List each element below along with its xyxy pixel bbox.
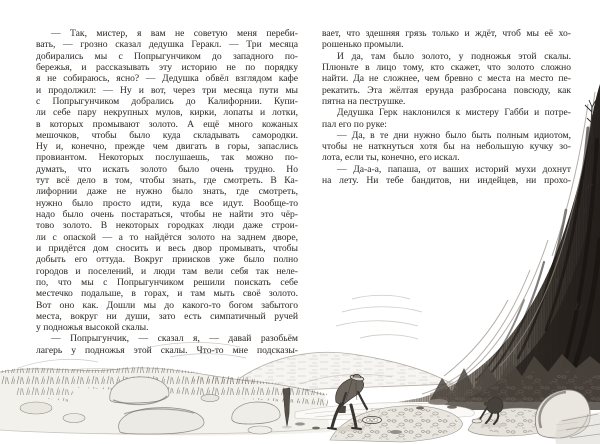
- text-line: и придётся дом сносить и весь двор промывать, чтобы: [36, 242, 298, 254]
- text-line: с Попрыгунчиком добрались до Калифорнии. Купи-: [36, 95, 298, 107]
- text-line: пятна на пеструшке.: [322, 95, 406, 107]
- text-line: найти. Да не сложнее, чем бревно с места на место пе-: [322, 73, 571, 85]
- text-line: я не собираюсь, ясно? — Дедушка обвёл взглядом кафе: [36, 73, 298, 85]
- text-line: пал его по руке:: [322, 118, 387, 130]
- text-line: и продолжил: — Ну и вот, через три месяца пути мы: [36, 84, 298, 96]
- text-line: Вот оно как. Дошли мы до какого-то богом забытого: [36, 299, 298, 311]
- text-line: лагерь у подножья этой скалы. Что-то мне подсказы-: [36, 344, 298, 356]
- text-line: И да, там было золото, у подножья этой скалы.: [337, 50, 571, 62]
- right-page-text: [322, 28, 571, 186]
- text-line: надо было очень постараться, чтобы не найти это чёр-: [36, 209, 298, 220]
- text-line: добирались мы с Попрыгунчиком до западного по-: [36, 50, 298, 62]
- text-line: чтобы не наткнуться хотя бы на небольшую кучку зо-: [322, 141, 571, 153]
- text-line: местечко подальше, в горах, и там мыть своё золото.: [36, 288, 298, 300]
- text-line: городов и поселений, и люди там вели себя так неле-: [36, 265, 298, 277]
- text-line: тут всё дело в том, чтобы знать, где смотреть. В Ка-: [36, 175, 298, 187]
- text-line: нужно было просто идти, куда все идут. Вообще-то: [36, 197, 298, 209]
- text-line: добыть его оттуда. Вокруг приисков уже было полно: [36, 254, 298, 266]
- text-line: ли с опаской — а то найдётся золото на заднем дворе,: [36, 231, 298, 243]
- text-line: — Да, в те дни нужно было быть полным идиотом,: [337, 129, 571, 141]
- text-line: провиантом. Некоторых послушаешь, так можно по-: [36, 152, 298, 164]
- text-line: Дедушка Герк наклонился к мистеру Габби и потре-: [337, 107, 571, 119]
- left-page-text: [36, 28, 298, 356]
- text-line: по, что мы с Попрыгунчиком решили поискать себе: [36, 276, 298, 288]
- text-line: вает, что здешняя грязь только и ждёт, чтоб мы её хо-: [322, 28, 571, 39]
- text-line: думать, что искать золото было очень трудно. Но: [36, 163, 298, 175]
- text-line: у подножья высокой скалы.: [36, 322, 149, 334]
- text-line: — Так, мистер, я вам не советую меня переби-: [51, 28, 298, 39]
- text-line: вать, — грозно сказал дедушка Геракл. — Три месяца: [36, 39, 298, 51]
- text-line: — Попрыгунчик, — сказал я, — давай разобьём: [51, 333, 298, 345]
- text-line: рекатить. Эта жёлтая ерунда разбросана повсюду, как: [322, 84, 571, 96]
- text-line: Плюньте в лицо тому, кто скажет, что золото сложно: [322, 61, 571, 73]
- text-line: на лету. Ни тебе бандитов, ни индейцев, ни прохо-: [322, 175, 571, 187]
- text-line: — Да-а-а, папаша, от ваших историй мухи дохнут: [337, 163, 571, 175]
- text-line: тово золото. В некоторых городках люди даже строи-: [36, 220, 298, 232]
- text-line: ли себе пару некрупных мулов, кирки, лопаты и лотки,: [36, 107, 298, 119]
- text-line: Ну и, конечно, прежде чем двигать в горы, запаслись: [36, 141, 298, 153]
- text-line: в которых промывают золото. А ещё много кожаных: [36, 118, 298, 130]
- text-line: рошенько промыли.: [322, 39, 404, 51]
- text-line: мешочков, чтобы было куда складывать самородки.: [36, 129, 298, 141]
- text-line: лота, если ты, конечно, его искал.: [322, 152, 460, 164]
- text-line: места, вокруг ни души, зато есть симпатичный ручей: [36, 310, 298, 322]
- text-line: лифорнии даже не нужно было знать, где смотреть,: [36, 186, 298, 198]
- text-line: бережья, и рассказывать эту историю не по порядку: [36, 61, 298, 73]
